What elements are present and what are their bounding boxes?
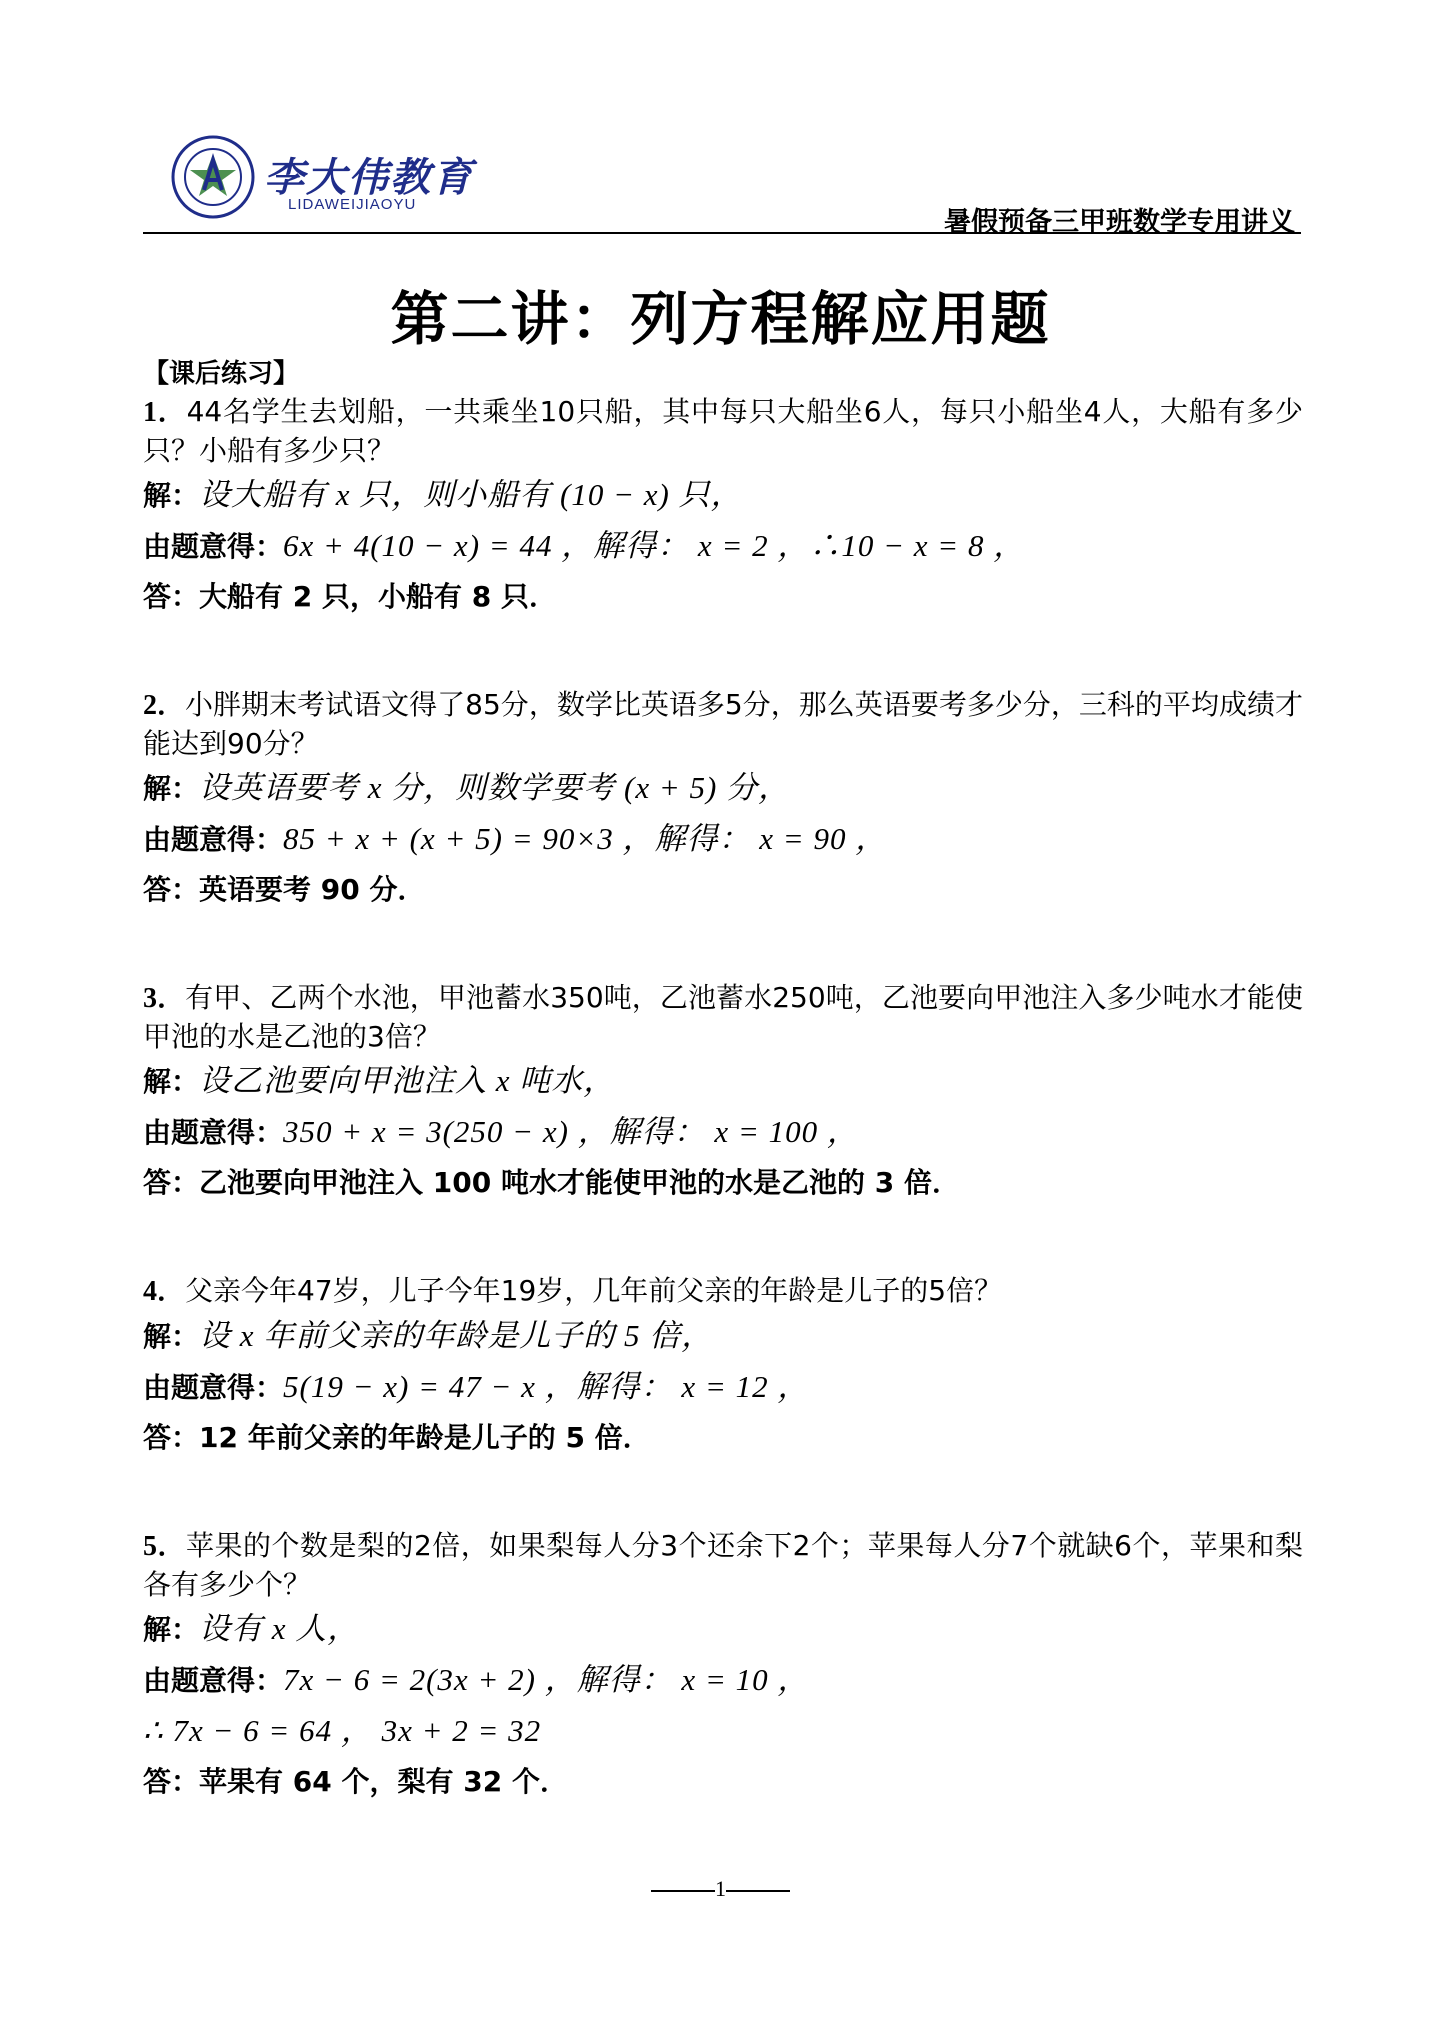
problem-question (143, 979, 1303, 1056)
answer-label: 答： (143, 873, 200, 906)
answer-line (143, 572, 1303, 622)
problem-2 (143, 686, 1303, 915)
problem-question (143, 686, 1303, 763)
solution-text: 5(19 − x) = 47 − x ，解得： x = 12 ， (283, 1369, 810, 1404)
logo (168, 132, 528, 222)
solution-text: 350 + x = 3(250 − x) ，解得： x = 100 ， (283, 1114, 859, 1149)
solution-line (143, 1107, 1303, 1158)
logo-english-text: LIDAWEIJIAOYU (288, 196, 417, 213)
answer-line (143, 865, 1303, 915)
logo-emblem-icon (168, 132, 258, 222)
header-divider (143, 232, 1301, 234)
solution-line (143, 1056, 1303, 1107)
solution-line (143, 1311, 1303, 1362)
logo-chinese-text: 李大伟教育 (264, 155, 474, 201)
header-course-name: 暑假预备三甲班数学专用讲义 (944, 207, 1295, 238)
solution-line (143, 763, 1303, 814)
solution-text: 设英语要考 x 分，则数学要考 (x + 5) 分， (199, 770, 791, 805)
solution-label: 由题意得： (143, 530, 284, 563)
solution-label: 由题意得： (143, 823, 284, 856)
solution-line (143, 1706, 1303, 1757)
page-header (143, 120, 1301, 238)
problem-number: 4． (143, 1276, 186, 1307)
solution-line (143, 1362, 1303, 1413)
answer-text: 12 年前父亲的年龄是儿子的 5 倍． (199, 1421, 651, 1454)
solution-text: 设 x 年前父亲的年龄是儿子的 5 倍， (199, 1318, 714, 1353)
solution-text: 设大船有 x 只，则小船有 (10 − x) 只， (199, 477, 743, 512)
problem-question (143, 393, 1303, 470)
problem-text: 父亲今年47岁，儿子今年19岁，几年前父亲的年龄是儿子的5倍？ (185, 1274, 1003, 1307)
solution-line (143, 1604, 1303, 1655)
answer-line (143, 1413, 1303, 1463)
solution-label: 由题意得： (143, 1664, 284, 1697)
solution-label: 解： (143, 1320, 200, 1353)
page-title: 第二讲：列方程解应用题 (390, 285, 1051, 353)
footer-dash-left (651, 1890, 715, 1892)
answer-line (143, 1757, 1303, 1807)
answer-label: 答： (143, 1421, 200, 1454)
problem-4 (143, 1272, 1303, 1463)
answer-text: 英语要考 90 分． (199, 873, 426, 906)
solution-label: 解： (143, 1613, 200, 1646)
problem-text: 苹果的个数是梨的2倍，如果梨每人分3个还余下2个；苹果每人分7个就缺6个，苹果和梨各有多少个？ (143, 1529, 1303, 1601)
problem-text: 44名学生去划船，一共乘坐10只船，其中每只大船坐6人，每只小船坐4人，大船有多少只？小船有多少只？ (143, 395, 1303, 467)
main-content (143, 355, 1303, 1871)
solution-text: 设有 x 人， (199, 1611, 360, 1646)
solution-label: 解： (143, 479, 200, 512)
answer-label: 答： (143, 1166, 200, 1199)
solution-text: 6x + 4(10 − x) = 44 ，解得： x = 2 ，∴10 − x = 8 ， (283, 528, 1026, 563)
answer-text: 大船有 2 只，小船有 8 只． (199, 580, 557, 613)
solution-text: ∴ 7x − 6 = 64 ， 3x + 2 = 32 (143, 1713, 542, 1748)
solution-text: 设乙池要向甲池注入 x 吨水， (199, 1063, 616, 1098)
solution-label: 由题意得： (143, 1371, 284, 1404)
solution-label: 解： (143, 1065, 200, 1098)
solution-line (143, 814, 1303, 865)
answer-text: 苹果有 64 个，梨有 32 个． (199, 1765, 568, 1798)
solution-label: 由题意得： (143, 1116, 284, 1149)
problem-text: 小胖期末考试语文得了85分，数学比英语多5分，那么英语要考多少分，三科的平均成绩才能达到90分？ (143, 688, 1303, 760)
problem-5 (143, 1527, 1303, 1807)
problem-1 (143, 393, 1303, 622)
answer-label: 答： (143, 1765, 200, 1798)
footer-dash-right (726, 1890, 790, 1892)
problem-question (143, 1527, 1303, 1604)
answer-text: 乙池要向甲池注入 100 吨水才能使甲池的水是乙池的 3 倍． (199, 1166, 960, 1199)
answer-label: 答： (143, 580, 200, 613)
section-label: 【课后练习】 (143, 359, 300, 389)
solution-text: 7x − 6 = 2(3x + 2) ，解得： x = 10 ， (283, 1662, 810, 1697)
solution-label: 解： (143, 772, 200, 805)
problem-number: 2． (143, 690, 186, 721)
problem-3 (143, 979, 1303, 1208)
problem-number: 1． (143, 397, 187, 428)
problem-number: 3． (143, 983, 186, 1014)
solution-text: 85 + x + (x + 5) = 90×3 ，解得： x = 90 ， (283, 821, 888, 856)
page-footer (0, 1876, 1441, 1902)
problem-text: 有甲、乙两个水池，甲池蓄水350吨，乙池蓄水250吨，乙池要向甲池注入多少吨水才能使甲池的水是乙池的3倍？ (143, 981, 1303, 1053)
solution-line (143, 470, 1303, 521)
problem-number: 5． (143, 1531, 186, 1562)
page-number: 1 (715, 1876, 726, 1901)
solution-line (143, 521, 1303, 572)
answer-line (143, 1158, 1303, 1208)
problem-question (143, 1272, 1303, 1311)
solution-line (143, 1655, 1303, 1706)
